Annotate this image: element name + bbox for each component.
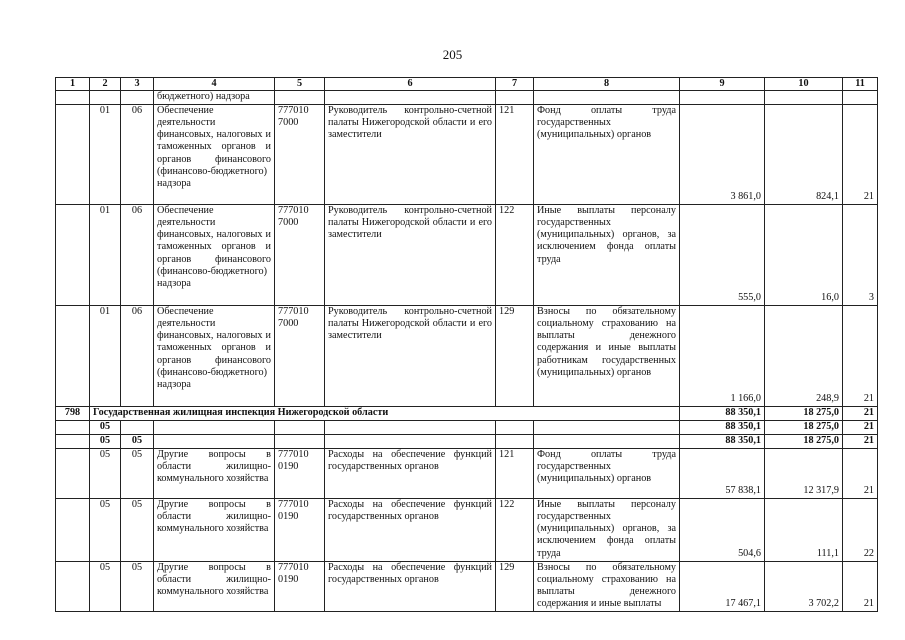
cell-percent: 21 [843, 305, 878, 406]
cell-target-code: 777010 0190 [275, 561, 325, 611]
cell-purpose: Другие вопросы в области жилищно-коммунального хозяйства [154, 498, 275, 561]
cell-kvr-code: 129 [496, 561, 534, 611]
section-row [56, 420, 878, 434]
cell-purpose: Другие вопросы в области жилищно-коммунального хозяйства [154, 448, 275, 498]
cell-section: 01 [90, 204, 121, 305]
header-cell: 6 [325, 78, 496, 91]
header-cell: 11 [843, 78, 878, 91]
subsection-percent: 21 [843, 434, 878, 448]
subsection-code: 05 [121, 434, 154, 448]
cell-kvr-code: 129 [496, 305, 534, 406]
agency-row [56, 406, 878, 420]
agency-name: Государственная жилищная инспекция Нижегородской области [90, 406, 680, 420]
cell-subsection: 06 [121, 104, 154, 204]
table-row [56, 498, 878, 561]
table-row [56, 104, 878, 204]
subsection-amount-executed: 18 275,0 [765, 434, 843, 448]
cell-amount-executed: 16,0 [765, 204, 843, 305]
cell-amount-year: 504,6 [680, 498, 765, 561]
cell-purpose: Обеспечение деятельности финансовых, налоговых и таможенных органов и органов финансового (финансово-бюджетного) надзора [154, 305, 275, 406]
cell-target-name: Руководитель контрольно-счетной палаты Нижегородской области и его заместители [325, 204, 496, 305]
subsection-row [56, 434, 878, 448]
cell-subsection: 05 [121, 561, 154, 611]
cell-section: 01 [90, 104, 121, 204]
cell-percent: 3 [843, 204, 878, 305]
page-number: 205 [442, 47, 463, 62]
cell-purpose: Обеспечение деятельности финансовых, налоговых и таможенных органов и органов финансового (финансово-бюджетного) надзора [154, 204, 275, 305]
cell-target-name: Руководитель контрольно-счетной палаты Нижегородской области и его заместители [325, 104, 496, 204]
cell-subsection: 06 [121, 204, 154, 305]
table-row [56, 305, 878, 406]
cell-kvr-code: 121 [496, 104, 534, 204]
cell-amount-executed: 3 702,2 [765, 561, 843, 611]
cell-amount-year: 57 838,1 [680, 448, 765, 498]
cell-amount-year: 3 861,0 [680, 104, 765, 204]
cell-target-code: 777010 7000 [275, 305, 325, 406]
agency-amount-year: 88 350,1 [680, 406, 765, 420]
subsection-amount-year: 88 350,1 [680, 434, 765, 448]
cell-section: 05 [90, 561, 121, 611]
cell-percent: 21 [843, 448, 878, 498]
header-cell: 7 [496, 78, 534, 91]
header-cell: 9 [680, 78, 765, 91]
agency-amount-executed: 18 275,0 [765, 406, 843, 420]
cell-purpose: Обеспечение деятельности финансовых, налоговых и таможенных органов и органов финансового (финансово-бюджетного) надзора [154, 104, 275, 204]
cell-kvr-name: Иные выплаты персоналу государственных (муниципальных) органов, за исключением фонда оплаты труда [534, 204, 680, 305]
header-cell: 3 [121, 78, 154, 91]
cell-percent: 22 [843, 498, 878, 561]
header-cell: 2 [90, 78, 121, 91]
continuation-row [56, 91, 878, 104]
cell-amount-year: 555,0 [680, 204, 765, 305]
header-cell: 10 [765, 78, 843, 91]
cell-kvr-code: 121 [496, 448, 534, 498]
cell-amount-executed: 111,1 [765, 498, 843, 561]
section-amount-year: 88 350,1 [680, 420, 765, 434]
header-cell: 1 [56, 78, 90, 91]
header-cell: 8 [534, 78, 680, 91]
cell-kvr-code: 122 [496, 498, 534, 561]
table-row [56, 561, 878, 611]
agency-percent: 21 [843, 406, 878, 420]
header-row [56, 78, 878, 91]
cell-kvr-code: 122 [496, 204, 534, 305]
cell-amount-executed: 248,9 [765, 305, 843, 406]
cell-kvr-name: Фонд оплаты труда государственных (муниципальных) органов [534, 104, 680, 204]
section-amount-executed: 18 275,0 [765, 420, 843, 434]
section-percent: 21 [843, 420, 878, 434]
header-cell: 5 [275, 78, 325, 91]
cell-section: 01 [90, 305, 121, 406]
cell-section: 05 [90, 498, 121, 561]
cell-section: 05 [90, 448, 121, 498]
cell-purpose: Другие вопросы в области жилищно-коммунального хозяйства [154, 561, 275, 611]
cell-amount-year: 17 467,1 [680, 561, 765, 611]
cell-amount-year: 1 166,0 [680, 305, 765, 406]
cell-kvr-name: Взносы по обязательному социальному страхованию на выплаты денежного содержания и иные выплаты [534, 561, 680, 611]
cell-target-code: 777010 7000 [275, 204, 325, 305]
budget-table [55, 77, 878, 612]
cell-amount-executed: 12 317,9 [765, 448, 843, 498]
subsection-section-code: 05 [90, 434, 121, 448]
header-cell: 4 [154, 78, 275, 91]
section-code: 05 [90, 420, 121, 434]
cell-percent: 21 [843, 104, 878, 204]
cell-percent: 21 [843, 561, 878, 611]
continuation-text: бюджетного) надзора [154, 91, 275, 104]
cell-kvr-name: Иные выплаты персоналу государственных (муниципальных) органов, за исключением фонда оплаты труда [534, 498, 680, 561]
cell-target-name: Расходы на обеспечение функций государственных органов [325, 561, 496, 611]
cell-kvr-name: Фонд оплаты труда государственных (муниципальных) органов [534, 448, 680, 498]
cell-target-code: 777010 7000 [275, 104, 325, 204]
table-row [56, 204, 878, 305]
table-row [56, 448, 878, 498]
cell-target-code: 777010 0190 [275, 498, 325, 561]
cell-target-name: Руководитель контрольно-счетной палаты Нижегородской области и его заместители [325, 305, 496, 406]
cell-target-name: Расходы на обеспечение функций государственных органов [325, 498, 496, 561]
agency-code: 798 [56, 406, 90, 420]
cell-subsection: 05 [121, 448, 154, 498]
cell-amount-executed: 824,1 [765, 104, 843, 204]
cell-subsection: 06 [121, 305, 154, 406]
cell-kvr-name: Взносы по обязательному социальному страхованию на выплаты денежного содержания и иные выплаты работникам государственных (муниципальных) органов [534, 305, 680, 406]
cell-subsection: 05 [121, 498, 154, 561]
cell-target-code: 777010 0190 [275, 448, 325, 498]
cell-target-name: Расходы на обеспечение функций государственных органов [325, 448, 496, 498]
